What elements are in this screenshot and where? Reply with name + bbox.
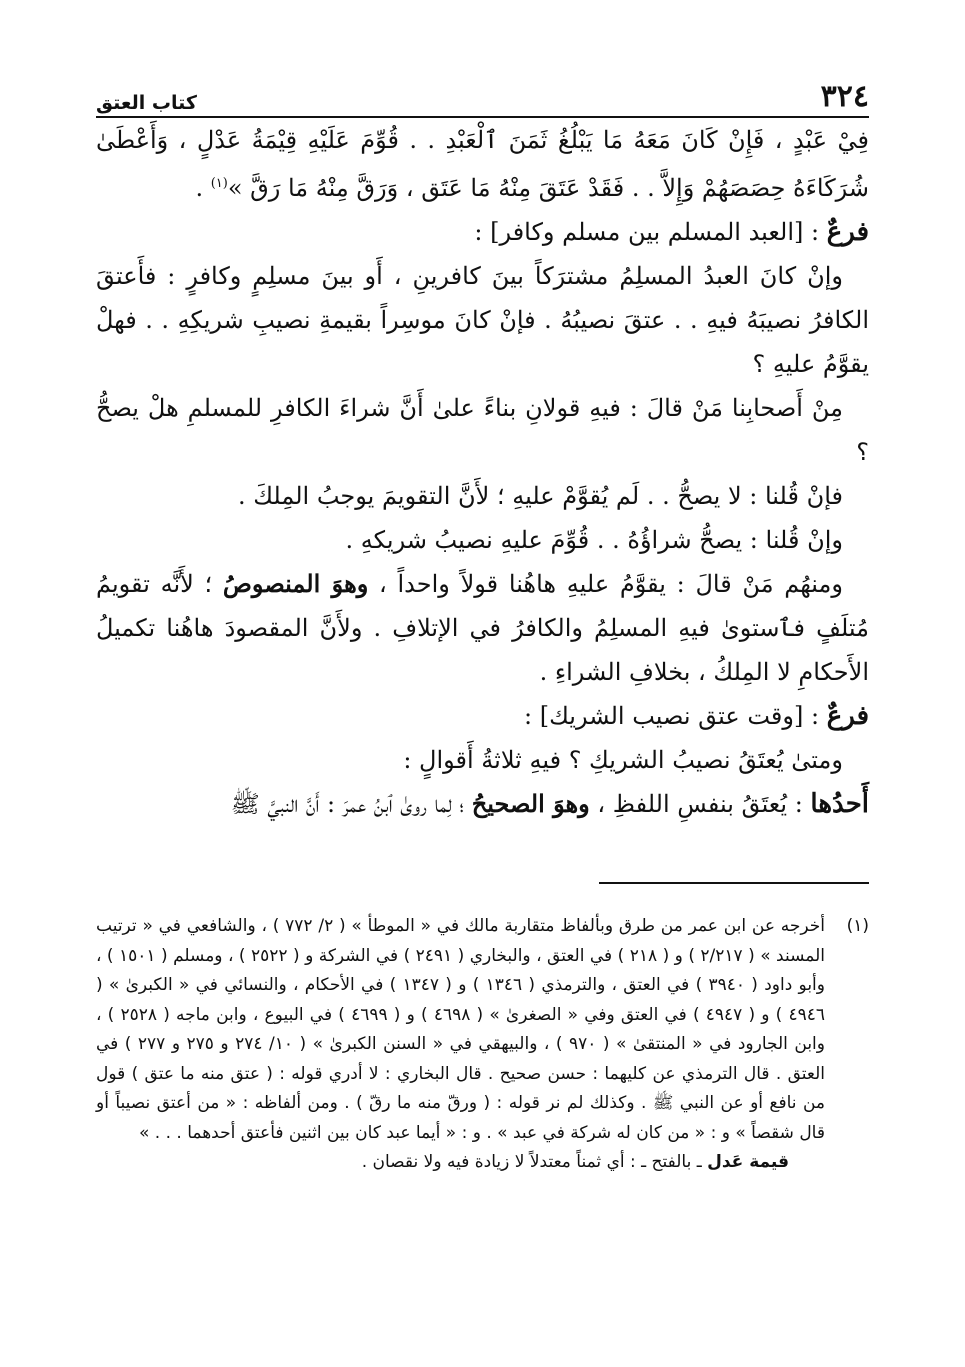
paragraph-text: ؛ لِما روىٰ ٱبنُ عمرَ : أَنَّ النبيَّ ﷺ [230,790,472,818]
paragraph [96,562,869,694]
section-heading-1 [96,210,869,254]
paragraph-bold-text: وهوَ الصحيحُ [471,789,590,818]
far-label: فرعٌ [826,217,869,247]
footnote-gloss [96,1148,869,1178]
hadith-end: . [195,174,211,202]
first-opinion-label: أَحدُها [810,789,869,819]
book-title: كتاب العتق [96,92,197,114]
paragraph: مِنْ أَصحابِنا مَنْ قالَ : فيهِ قولانِ بناءً علىٰ أَنَّ شراءَ الكافرِ للمسلمِ هلْ يصحُّ ؟ [96,394,869,466]
footnote-divider [599,882,869,884]
paragraph: فإنْ قُلنا : لا يصحُّ . . لَم يُقوَّمْ عليهِ ؛ لأَنَّ التقويمَ يوجبُ المِلكَ . [237,482,843,510]
paragraph [96,782,869,826]
hadith-continuation [96,118,869,210]
footnote-marker: (١) [846,916,869,936]
hadith-text: فِيْ عَبْدٍ ، فَإِنْ كَانَ مَعَهُ مَا يَبْلُغُ ثَمَنَ ٱلْعَبْدِ . . قُوِّمَ عَلَيْهِ قِيْمَةُ عَدْلٍ ، وَأَعْطَىٰ شُرَكَاءَهُ حِصَصَهُمْ وَإِلاَّ . . فَقَدْ عَتَقَ مِنْهُ مَا عَتَق ، وَرَقَّ مِنْهُ مَا رَقَّ » [96,126,870,202]
paragraph-text: ؛ لأَنَّه تقويمُ مُتلَفٍ فٱستوىٰ فيهِ المسلِمُ والكافرُ في الإتلافِ . ولأَنَّ المقصودَ هاهُنا تكميلُ الأَحكامِ لا المِلكُ ، بخلافِ الشراءِ . [96,570,869,686]
paragraph-text: ومنهُم مَنْ قالَ : يقوَّمُ عليهِ هاهُنا قولاً واحداً ، [368,570,843,598]
main-text [96,118,869,826]
far-label: فرعٌ [826,701,869,731]
paragraph: وإنْ كانَ العبدُ المسلِمُ مشترَكاً بينَ كافرينِ ، أَو بينَ مسلِمٍ وكافرٍ : فأَعتقَ الكافرُ نصيبَهُ فيهِ . . عتقَ نصيبُهُ . فإنْ كانَ موسِراً بقيمةِ نصيبِ شريكِهِ . . فهلْ يقوَّمُ عليهِ ؟ [96,262,869,378]
gloss-text: ـ بالفتح ـ : أي ثمناً معتدلاً لا زيادة فيه ولا نقصان . [361,1152,708,1172]
section-heading-2 [96,694,869,738]
footnotes [96,912,869,1178]
gloss-term: قيمة عَدل [707,1152,789,1172]
paragraph: وإنْ قُلنا : يصحُّ شراؤُهُ . . قُوِّمَ عليهِ نصيبُ شريكهِ . [345,526,843,554]
paragraph-bold-text: وهوَ المنصوصُ [222,569,369,598]
footnote [96,912,869,1148]
section-title: : [وقت عتق نصيب الشريك] : [523,702,827,730]
section-title: : [العبد المسلم بين مسلم وكافر] : [474,218,827,246]
page-number: ٣٢٤ [820,79,869,114]
paragraph: ومتىٰ يُعتَقُ نصيبُ الشريكِ ؟ فيهِ ثلاثةُ أَقوالٍ : [403,746,843,774]
footnote-reference: (١) [210,176,228,191]
running-head [96,70,869,118]
footnote-text: أخرجه عن ابن عمر من طرق وبألفاظ متقاربة مالك في « الموطأ » ( ٢/ ٧٧٢ ) ، والشافعي في « ترتيب المسند » ( ٢/٢١٧ ) و ( ٢١٨ ) في العتق ، والبخاري ( ٢٤٩١ ) في الشركة و ( ٢٥٢٢ ) ، ومسلم ( ١٥٠١ ) ، وأبو داود ( ٣٩٤٠ ) في العتق ، والترمذي ( ١٣٤٦ ) و ( ١٣٤٧ ) في الأحكام ، والنسائي في « الكبرىٰ » ( ٤٩٤٦ ) و ( ٤٩٤٧ ) في العتق وفي « الصغرىٰ » ( ٤٦٩٨ ) و ( ٤٦٩٩ ) في البيوع ، وابن ماجه ( ٢٥٢٨ ) ، وابن الجارود في « المنتقىٰ » ( ٩٧٠ ) ، والبيهقي في « السنن الكبرىٰ » ( ١٠/ ٢٧٤ و ٢٧٥ و ٢٧٧ ) في العتق . قال الترمذي عن كليهما : حسن صحيح . قال البخاري : لا أدري قوله : ( عتق منه ما عتق ) قول من نافع أو عن النبي ﷺ . وكذلك لم نر قوله : ( ورقّ منه ما رقّ ) . ومن ألفاظه : « من أعتق نصيباً أو قال شقصاً » و : « من كان له شركة في عبد » . و : « أيما عبد كان بين اثنين فأعتق أحدهما . . . » [96,916,826,1143]
paragraph-text: : يُعتَقُ بنفسِ اللفظِ ، [589,790,811,818]
